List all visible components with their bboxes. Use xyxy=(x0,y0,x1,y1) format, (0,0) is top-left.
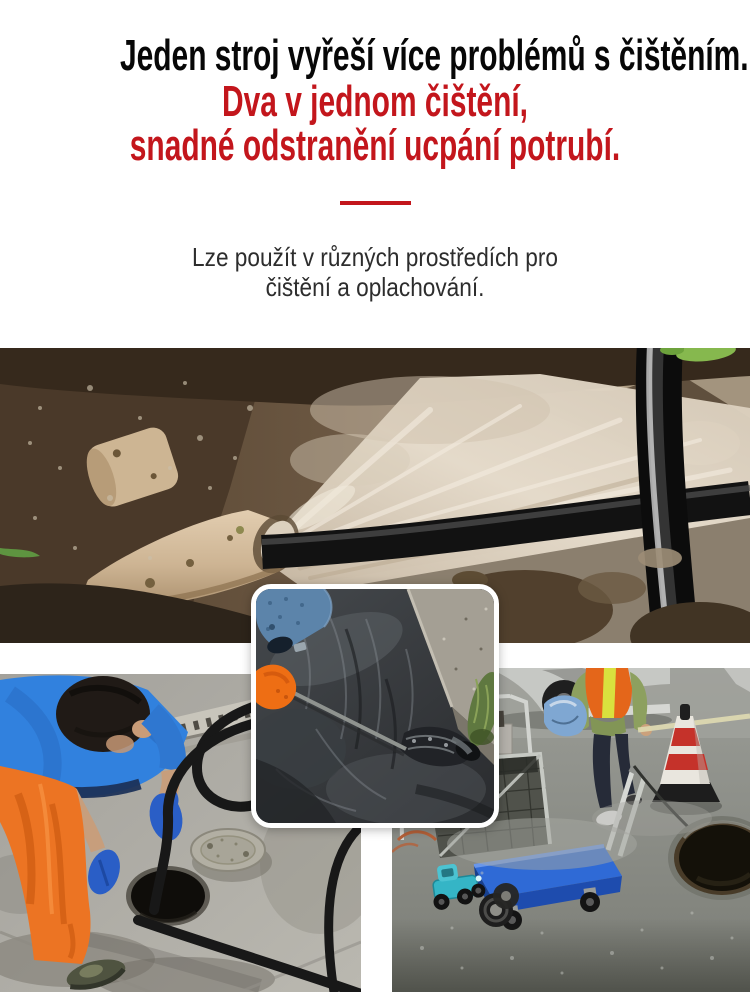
water-sheen xyxy=(326,753,486,823)
center-overlay-photo xyxy=(251,584,499,828)
subheadline xyxy=(0,77,750,170)
dark-foreground xyxy=(392,918,750,992)
overlay-photo-illustration xyxy=(256,589,494,823)
description xyxy=(0,243,750,302)
description-line-1: Lze použít v různých prostředích pro xyxy=(192,242,558,272)
red-divider-dash xyxy=(340,201,411,205)
description-line-2: čištění a oplachování. xyxy=(265,271,485,302)
wet-patch xyxy=(592,800,712,836)
vertical-cable xyxy=(649,348,676,643)
subheadline-line-1: Dva v jednom čištění, xyxy=(222,77,528,126)
page-title xyxy=(0,32,750,80)
subheadline-line-2: snadné odstranění ucpání potrubí. xyxy=(129,121,621,170)
page-title-text: Jeden stroj vyřeší více problémů s čištěním. xyxy=(120,31,749,80)
